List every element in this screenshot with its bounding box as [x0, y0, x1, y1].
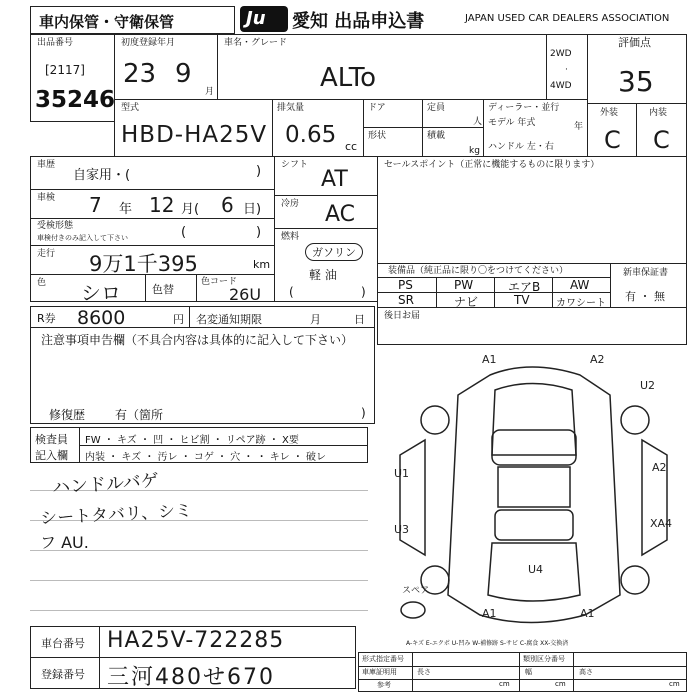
- capacity-box: [422, 99, 484, 128]
- equip-sr: SR: [398, 293, 414, 307]
- capacity-unit: 人: [473, 117, 483, 127]
- spare-tire: [401, 602, 425, 618]
- spec-c5: 長さ: [417, 668, 431, 676]
- mark-u4: U4: [528, 563, 544, 576]
- spec-c3: 車庫証明用: [362, 668, 397, 676]
- notice-month: 月: [310, 313, 321, 326]
- chassis-box: [30, 626, 356, 658]
- shift-value: AT: [321, 167, 348, 192]
- car-name-box: [217, 34, 547, 100]
- mileage-box: [30, 245, 275, 275]
- model-label: 型式: [121, 103, 140, 113]
- spec-c1: 形式指定番号: [362, 655, 404, 663]
- spec-cm-3: cm: [669, 680, 680, 688]
- exterior-value: C: [604, 126, 621, 154]
- interior-box: [636, 103, 687, 157]
- load-unit: kg: [469, 146, 480, 156]
- insp-year: 7: [89, 193, 102, 217]
- color-box: [30, 274, 146, 305]
- windshield: [492, 430, 576, 465]
- warranty-value: 有 ・ 無: [625, 290, 665, 303]
- equipment-title: 装備品（純正品に限り〇をつけてください）: [388, 266, 569, 276]
- insp-day: 6: [221, 193, 234, 217]
- lot-number: 35246: [35, 87, 116, 113]
- drive-dot: ·: [565, 65, 568, 75]
- color-change-box: [145, 274, 197, 302]
- inspector-box: [30, 427, 368, 463]
- shift-box: [274, 156, 378, 196]
- accept-note: 車検付きのみ記入して下さい: [37, 234, 128, 242]
- form-title: 愛知 出品申込書: [292, 11, 425, 32]
- drive-2wd: 2WD: [550, 49, 572, 59]
- inspector-label1: 検査員: [35, 433, 68, 446]
- lot-number-box: [30, 34, 115, 122]
- history-label: 車歴: [37, 160, 56, 170]
- model-year-label: モデル 年式: [488, 118, 536, 128]
- spec-c2: 類別区分番号: [523, 655, 565, 663]
- inspection-label: 車検: [37, 193, 56, 203]
- mark-a1-rear-left: A1: [482, 607, 497, 620]
- history-box: [30, 156, 275, 190]
- fuel-paren-close: ): [361, 285, 366, 299]
- chassis-label: 車台番号: [41, 637, 85, 650]
- mileage-unit: km: [253, 258, 271, 271]
- warranty-box: [610, 263, 687, 308]
- recycle-unit: 円: [173, 313, 184, 326]
- repair-label: 修復歴: [49, 408, 86, 422]
- car-body-outline: [448, 367, 620, 623]
- model-box: [114, 99, 273, 157]
- fuel-diesel: 軽 油: [309, 268, 337, 282]
- reg-month-unit: 月: [205, 87, 215, 97]
- interior-label: 内装: [649, 108, 668, 118]
- mileage-value: 9万1千395: [89, 252, 198, 276]
- shape-label: 形状: [368, 131, 387, 141]
- mark-a1-rear-right: A1: [580, 607, 595, 620]
- equip-ps: PS: [398, 278, 413, 292]
- displacement-box: [272, 99, 364, 157]
- hand-note-2: シートタバリ、シミ: [39, 501, 193, 529]
- sales-point-box: [377, 156, 687, 264]
- color-change-label: 色替: [152, 283, 174, 296]
- registration-label: 登録番号: [41, 668, 85, 681]
- accept-paren-close: ): [256, 225, 262, 240]
- spec-table: [358, 652, 687, 692]
- registration-box: [30, 657, 356, 689]
- hand-note-3: フ AU.: [40, 533, 89, 552]
- inspection-box: [30, 189, 275, 219]
- grade-box: [587, 34, 687, 104]
- exterior-label: 外装: [600, 108, 619, 118]
- chassis-value: HA25V-722285: [107, 628, 285, 653]
- inspector-line2: 内装 ・ キズ ・ 汚レ ・ コゲ ・ 穴 ・ ・ キレ ・ 破レ: [85, 452, 327, 463]
- history-close: ): [256, 164, 262, 179]
- mark-a1-front-left: A1: [482, 353, 497, 366]
- mileage-label: 走行: [37, 249, 56, 259]
- registration-value: 三河480せ670: [107, 665, 275, 690]
- notice-label: 名変通知期限: [196, 313, 262, 326]
- hood-outline: [492, 384, 576, 456]
- equip-leather: カワシート: [556, 298, 606, 309]
- recycle-box: [30, 306, 190, 328]
- car-diagram: [380, 345, 687, 635]
- drive-4wd: 4WD: [550, 81, 572, 91]
- caution-label: 注意事項申告欄（不具合内容は具体的に記入して下さい）: [41, 333, 354, 347]
- grade-label: 評価点: [618, 36, 651, 49]
- reg-month: 9: [175, 59, 192, 89]
- equip-airbag: エアB: [508, 280, 541, 294]
- after-label: 後日お届: [384, 311, 421, 321]
- mark-a2-right: A2: [652, 461, 667, 474]
- lot-label: 出品番号: [37, 38, 74, 48]
- grade-value: 35: [618, 65, 654, 98]
- repair-close: ): [361, 406, 366, 420]
- sales-label: セールスポイント（正常に機能するものに限ります）: [384, 160, 600, 170]
- car-name: ALTo: [320, 63, 377, 93]
- color-code-value: 26U: [229, 285, 262, 304]
- mark-u3: U3: [394, 523, 410, 536]
- fuel-label: 燃料: [281, 232, 300, 242]
- disp-label: 排気量: [277, 103, 305, 113]
- recycle-value: 8600: [77, 307, 126, 329]
- after-box: [377, 307, 687, 345]
- ju-logo: [240, 6, 288, 32]
- history-value: 自家用・(: [73, 168, 131, 183]
- color-code-box: [196, 274, 275, 302]
- repair-value: 有（箇所: [115, 408, 164, 422]
- mark-u1: U1: [394, 467, 410, 480]
- ju-logo-text: Ju: [246, 8, 266, 29]
- form-subtitle: JAPAN USED CAR DEALERS ASSOCIATION: [465, 13, 670, 24]
- accept-paren-open: (: [181, 225, 187, 240]
- spec-cm-2: cm: [555, 680, 566, 688]
- aircon-box: [274, 195, 378, 229]
- front-right-wheel: [621, 406, 649, 434]
- spec-c7: 高さ: [579, 668, 593, 676]
- storage-tag: [30, 6, 235, 34]
- exterior-box: [587, 103, 637, 157]
- disp-unit: cc: [345, 140, 358, 153]
- fuel-box: [274, 228, 378, 302]
- equip-tv: TV: [514, 293, 530, 307]
- load-box: [422, 127, 484, 157]
- inspector-label2: 記入欄: [35, 449, 68, 462]
- capacity-label: 定員: [427, 103, 446, 113]
- equip-navi: ナビ: [454, 295, 479, 309]
- storage-tag-text: 車内保管・守衛保管: [39, 13, 175, 31]
- insp-month: 12: [149, 193, 175, 217]
- insp-month-unit: 月(: [181, 202, 200, 217]
- drive-box: [546, 34, 588, 100]
- door-box: [363, 99, 423, 128]
- name-label: 車名・グレード: [224, 38, 288, 48]
- aircon-value: AC: [325, 202, 356, 227]
- insp-year-unit: 年: [119, 202, 133, 217]
- shift-label: シフト: [281, 160, 309, 170]
- reg-label: 初度登録年月: [121, 38, 176, 48]
- mark-xa4: XA4: [650, 517, 673, 530]
- roof: [498, 467, 570, 507]
- handle-label: ハンドル 左・右: [488, 142, 554, 152]
- spec-c6: 幅: [525, 668, 532, 676]
- spec-cm-1: cm: [499, 680, 510, 688]
- right-side-profile: [642, 440, 667, 555]
- rear-right-wheel: [621, 566, 649, 594]
- dealer-box: [483, 99, 588, 157]
- spare-label: スペア: [402, 586, 430, 596]
- lot-sub: [2117]: [45, 63, 85, 77]
- recycle-label: R券: [37, 312, 56, 325]
- color-value: シロ: [81, 281, 121, 305]
- load-label: 積載: [427, 131, 446, 141]
- equip-aw: AW: [570, 278, 590, 292]
- notice-box: [189, 306, 375, 328]
- model-value: HBD-HA25V: [121, 122, 268, 148]
- front-left-wheel: [421, 406, 449, 434]
- notice-day: 日: [354, 313, 365, 326]
- aircon-label: 冷房: [281, 199, 300, 209]
- disp-value: 0.65: [285, 122, 337, 148]
- accept-box: [30, 218, 275, 246]
- spec-c4: 参考: [377, 681, 391, 689]
- color-code-label: 色コード: [201, 277, 238, 287]
- equip-pw: PW: [454, 278, 474, 292]
- accept-label: 受検形態: [37, 221, 74, 231]
- damage-legend: A-キズ E-エクボ U-凹み W-補修跡 S-サビ C-腐食 XX-交換済: [406, 640, 569, 647]
- shape-box: [363, 127, 423, 157]
- caution-box: [30, 327, 375, 424]
- fuel-petrol: ガソリン: [305, 243, 363, 261]
- door-label: ドア: [368, 103, 386, 113]
- color-label: 色: [37, 278, 47, 288]
- hand-note-1: ハンドルバゲ: [51, 470, 160, 499]
- equipment-box: [377, 263, 611, 308]
- reg-year: 23: [123, 59, 157, 89]
- mark-u2: U2: [640, 379, 656, 392]
- model-year-unit: 年: [574, 122, 584, 132]
- rear-window: [495, 510, 573, 540]
- left-side-profile: [400, 440, 425, 555]
- dealer-label: ディーラー・並行: [488, 103, 560, 113]
- fuel-paren-open: (: [289, 285, 294, 299]
- interior-value: C: [653, 126, 670, 154]
- warranty-label: 新車保証書: [623, 268, 669, 278]
- insp-day-unit: 日): [243, 202, 262, 217]
- mark-a2-front-right: A2: [590, 353, 605, 366]
- inspector-line1: FW ・ キズ ・ 凹 ・ ヒビ割 ・ リペア跡 ・ X要: [85, 435, 299, 446]
- first-reg-box: [114, 34, 218, 100]
